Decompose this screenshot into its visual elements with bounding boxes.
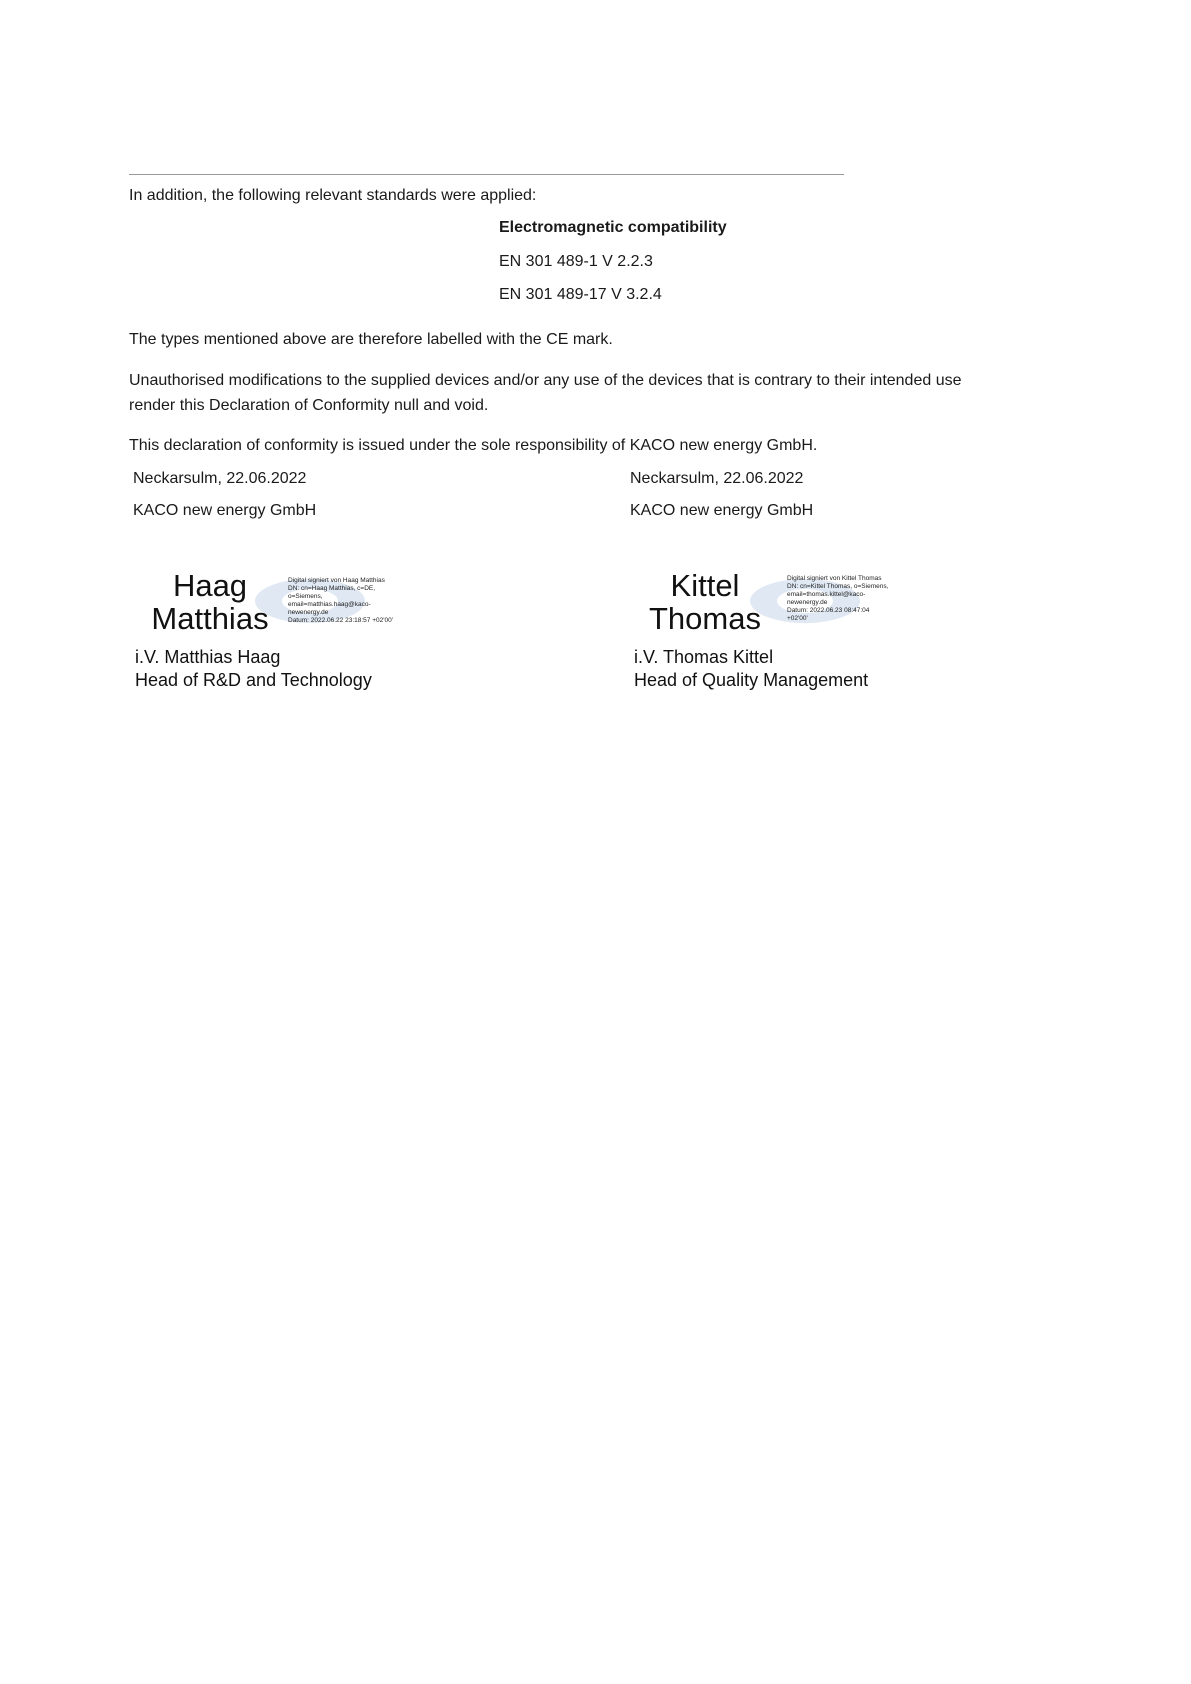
header-rule — [129, 174, 844, 175]
digital-signature-line: Datum: 2022.06.23 08:47:04 — [787, 607, 870, 614]
signatory-company: KACO new energy GmbH — [133, 502, 317, 519]
signature-name-line: Thomas — [649, 601, 761, 636]
digital-signature-line: DN: cn=Haag Matthias, c=DE, — [288, 585, 376, 592]
signatory-name: i.V. Matthias Haag — [135, 647, 281, 667]
digital-signature-line: email=matthias.haag@kaco- — [288, 601, 371, 608]
signatory-place-date: Neckarsulm, 22.06.2022 — [630, 470, 804, 487]
ce-statement: The types mentioned above are therefore labelled with the CE mark. — [129, 331, 613, 348]
modifications-paragraph — [129, 368, 1109, 418]
digital-signature-stamp — [640, 565, 960, 637]
digital-signature-line: Datum: 2022.06.22 23:18:57 +02'00' — [288, 617, 393, 624]
digital-signature-line: Digital signiert von Haag Matthias — [288, 577, 385, 584]
signatory-place-date: Neckarsulm, 22.06.2022 — [133, 470, 307, 487]
digital-signature-line: Digital signiert von Kittel Thomas — [787, 575, 882, 582]
digital-signature-line: +02'00' — [787, 615, 808, 622]
modifications-line: Unauthorised modifications to the supplied devices and/or any use of the devices that is contrary to their intended use — [129, 372, 962, 389]
modifications-line: render this Declaration of Conformity null and void. — [129, 397, 489, 414]
digital-signature-line: newenergy.de — [288, 609, 329, 616]
standard-item: EN 301 489-1 V 2.2.3 — [499, 253, 653, 270]
digital-signature-line: email=thomas.kittel@kaco- — [787, 591, 866, 598]
signatory-title: Head of Quality Management — [634, 670, 869, 690]
standards-heading: Electromagnetic compatibility — [499, 219, 727, 236]
signature-name-line: Kittel — [670, 568, 740, 603]
digital-signature-line: o=Siemens, — [288, 593, 323, 600]
digital-signature-line: DN: cn=Kittel Thomas, o=Siemens, — [787, 583, 889, 590]
digital-signature-line: newenergy.de — [787, 599, 828, 606]
signature-name-line: Matthias — [151, 601, 269, 636]
digital-signature-stamp — [140, 565, 460, 637]
standards-intro: In addition, the following relevant standards were applied: — [129, 187, 537, 204]
signatory-company: KACO new energy GmbH — [630, 502, 814, 519]
responsibility-statement: This declaration of conformity is issued under the sole responsibility of KACO new energy GmbH. — [129, 437, 818, 454]
signatory-title: Head of R&D and Technology — [135, 670, 372, 690]
signature-name-line: Haag — [172, 568, 248, 603]
standard-item: EN 301 489-17 V 3.2.4 — [499, 286, 662, 303]
signatory-name: i.V. Thomas Kittel — [634, 647, 774, 667]
